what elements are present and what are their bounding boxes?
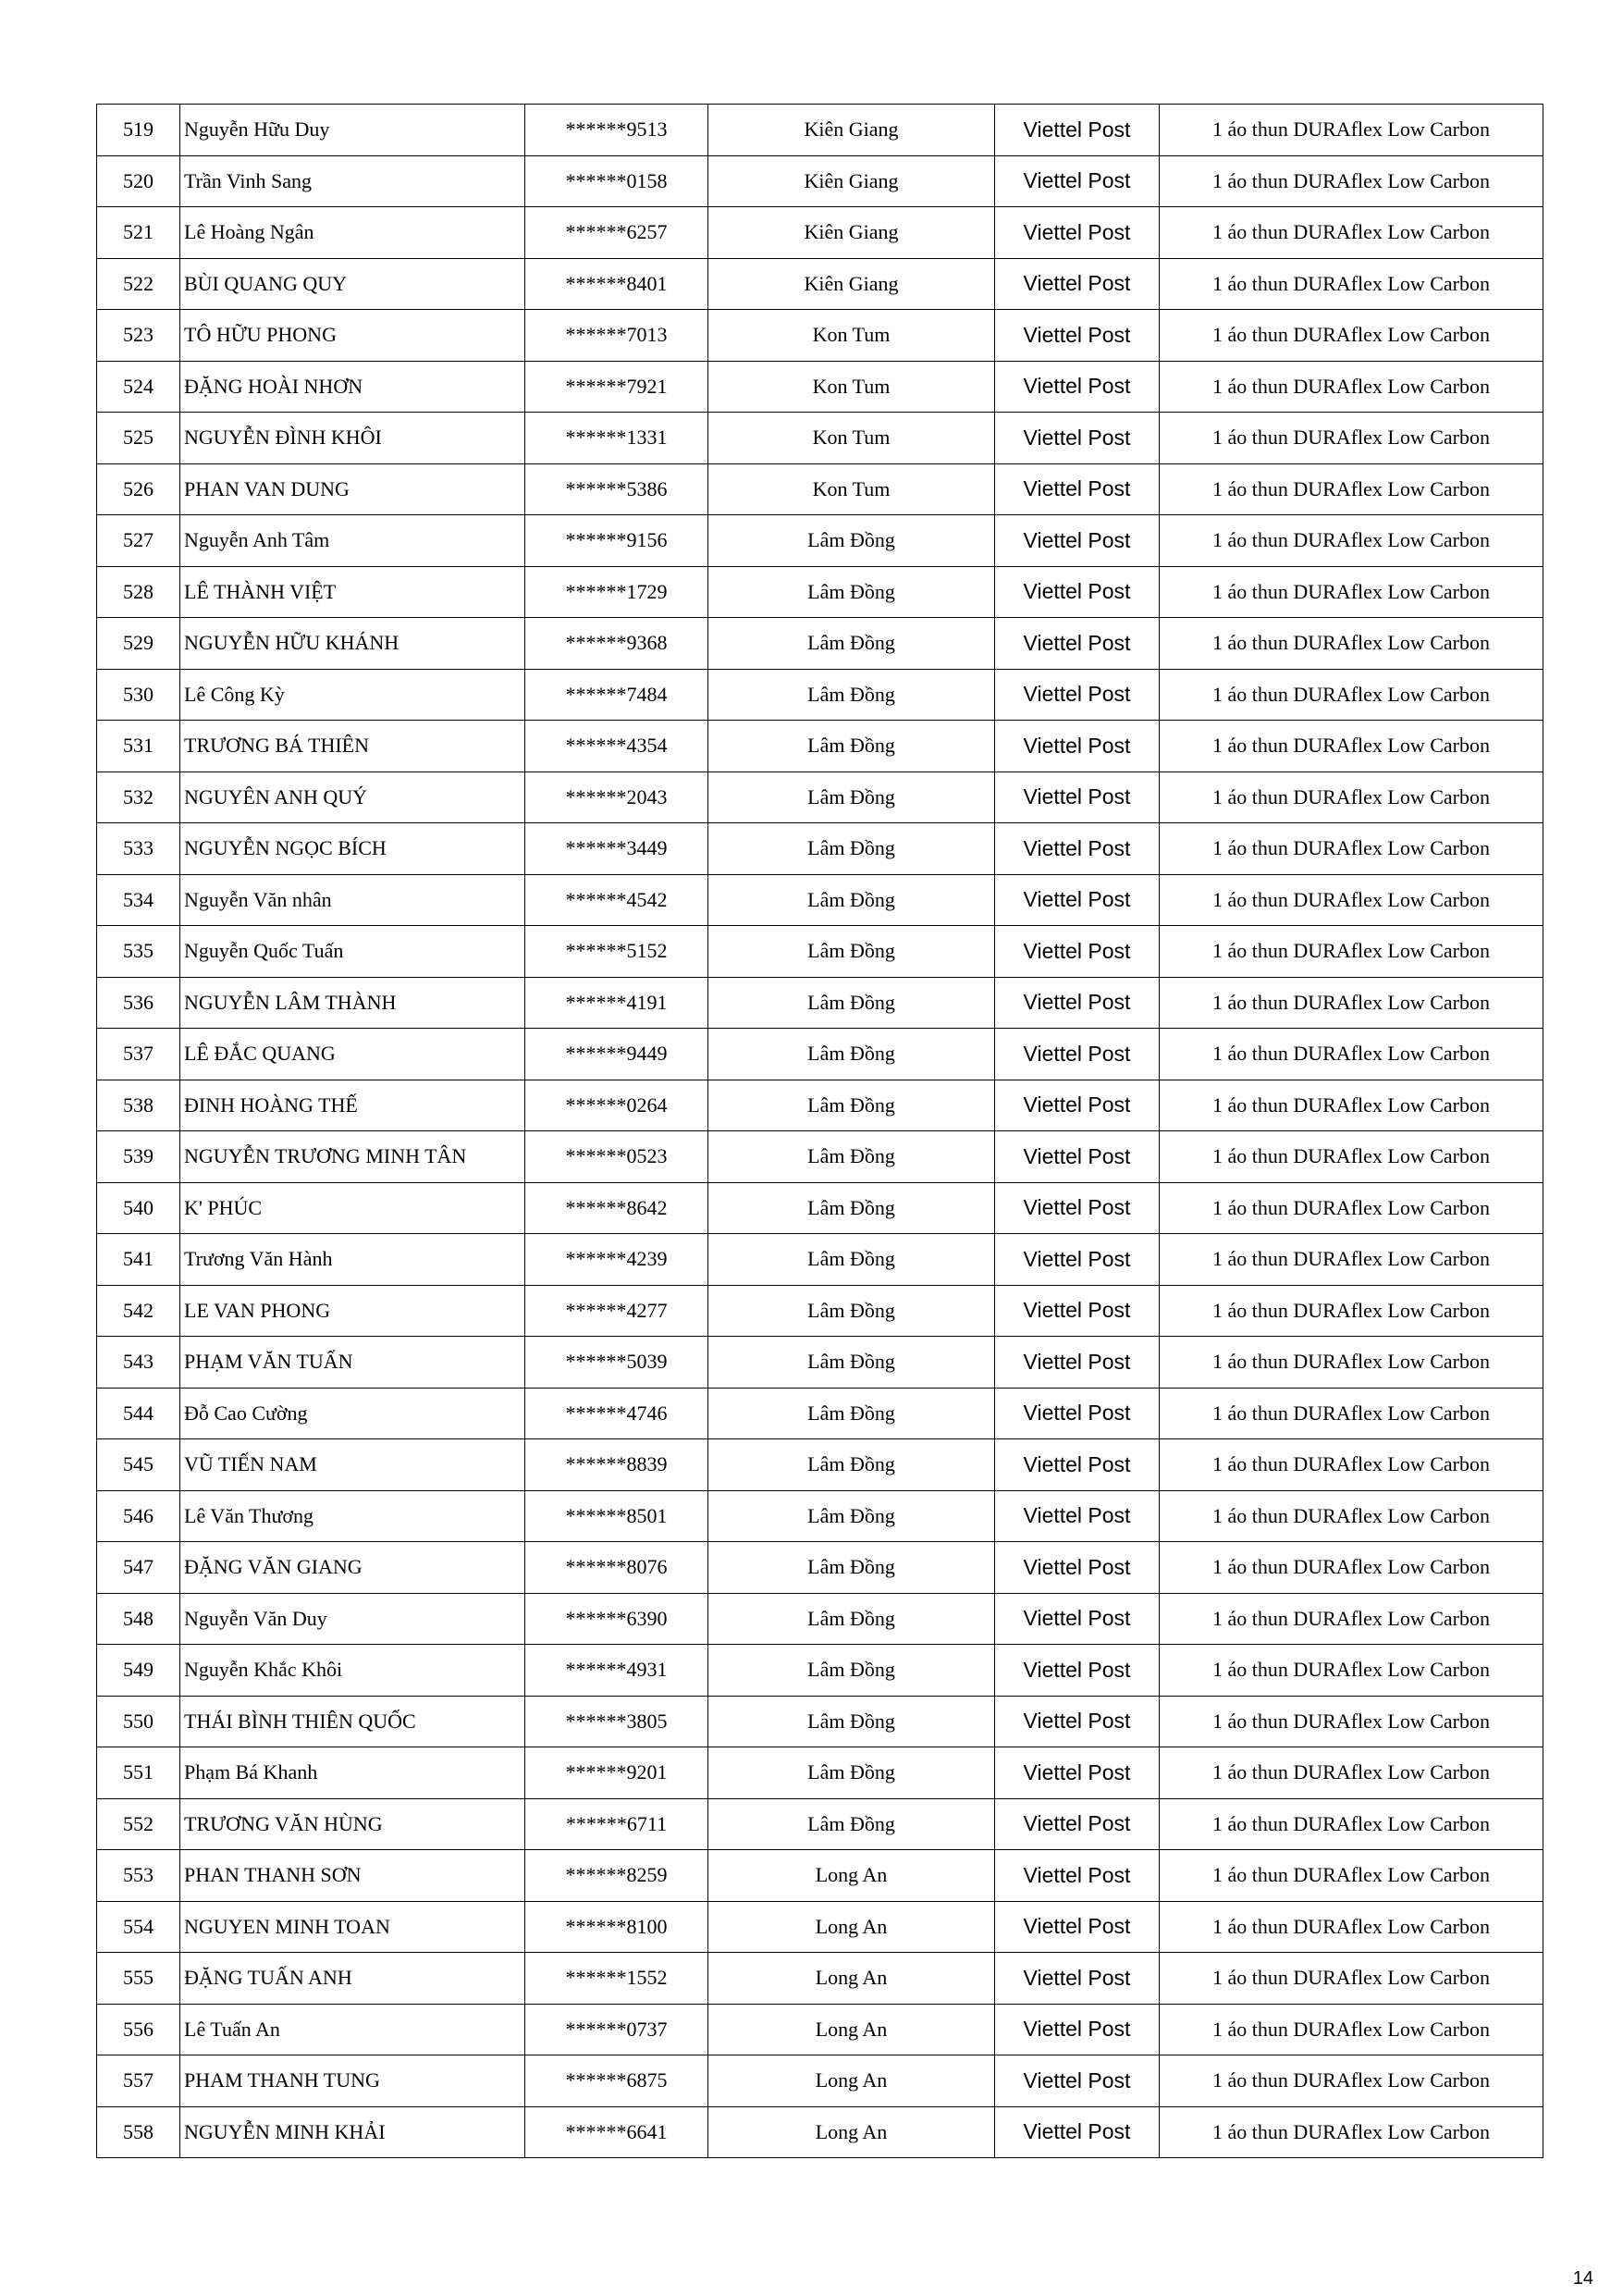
table-row xyxy=(97,258,1543,310)
row-number-cell: 529 xyxy=(97,618,180,670)
row-number-cell: 533 xyxy=(97,823,180,875)
table-row xyxy=(97,1645,1543,1697)
province-cell: Lâm Đồng xyxy=(708,1747,995,1799)
masked-phone-cell: ******6641 xyxy=(525,2106,708,2158)
masked-phone-cell: ******8259 xyxy=(525,1850,708,1902)
masked-phone-cell: ******8839 xyxy=(525,1439,708,1491)
customer-name-cell: Lê Hoàng Ngân xyxy=(180,207,525,259)
table-row xyxy=(97,1234,1543,1286)
province-cell: Long An xyxy=(708,1850,995,1902)
masked-phone-cell: ******4191 xyxy=(525,977,708,1029)
shipping-carrier-cell: Viettel Post xyxy=(995,105,1160,156)
province-cell: Lâm Đồng xyxy=(708,772,995,823)
row-number-cell: 548 xyxy=(97,1593,180,1645)
row-number-cell: 526 xyxy=(97,463,180,515)
shipping-carrier-cell: Viettel Post xyxy=(995,1901,1160,1953)
customer-name-cell: THÁI BÌNH THIÊN QUỐC xyxy=(180,1696,525,1747)
province-cell: Kiên Giang xyxy=(708,105,995,156)
shipping-carrier-cell: Viettel Post xyxy=(995,1080,1160,1131)
prize-cell: 1 áo thun DURAflex Low Carbon xyxy=(1160,977,1543,1029)
shipping-carrier-cell: Viettel Post xyxy=(995,1337,1160,1389)
province-cell: Lâm Đồng xyxy=(708,1645,995,1697)
prize-cell: 1 áo thun DURAflex Low Carbon xyxy=(1160,361,1543,413)
shipping-carrier-cell: Viettel Post xyxy=(995,1850,1160,1902)
masked-phone-cell: ******7921 xyxy=(525,361,708,413)
province-cell: Lâm Đồng xyxy=(708,721,995,772)
shipping-carrier-cell: Viettel Post xyxy=(995,618,1160,670)
shipping-carrier-cell: Viettel Post xyxy=(995,823,1160,875)
customer-name-cell: ĐẶNG VĂN GIANG xyxy=(180,1542,525,1594)
row-number-cell: 527 xyxy=(97,515,180,567)
province-cell: Lâm Đồng xyxy=(708,1439,995,1491)
masked-phone-cell: ******8642 xyxy=(525,1182,708,1234)
shipping-carrier-cell: Viettel Post xyxy=(995,721,1160,772)
table-row xyxy=(97,1747,1543,1799)
table-row xyxy=(97,566,1543,618)
prize-cell: 1 áo thun DURAflex Low Carbon xyxy=(1160,1029,1543,1080)
masked-phone-cell: ******9449 xyxy=(525,1029,708,1080)
customer-name-cell: ĐẶNG TUẤN ANH xyxy=(180,1953,525,2005)
customer-name-cell: PHẠM VĂN TUẤN xyxy=(180,1337,525,1389)
customer-name-cell: LE VAN PHONG xyxy=(180,1285,525,1337)
customer-name-cell: ĐINH HOÀNG THẾ xyxy=(180,1080,525,1131)
prize-cell: 1 áo thun DURAflex Low Carbon xyxy=(1160,926,1543,978)
prize-cell: 1 áo thun DURAflex Low Carbon xyxy=(1160,1234,1543,1286)
prize-cell: 1 áo thun DURAflex Low Carbon xyxy=(1160,618,1543,670)
prize-cell: 1 áo thun DURAflex Low Carbon xyxy=(1160,1901,1543,1953)
prize-cell: 1 áo thun DURAflex Low Carbon xyxy=(1160,515,1543,567)
shipping-carrier-cell: Viettel Post xyxy=(995,874,1160,926)
shipping-carrier-cell: Viettel Post xyxy=(995,1234,1160,1286)
masked-phone-cell: ******1331 xyxy=(525,413,708,464)
customer-name-cell: NGUYỄN ĐÌNH KHÔI xyxy=(180,413,525,464)
customer-name-cell: NGUYỄN NGỌC BÍCH xyxy=(180,823,525,875)
row-number-cell: 537 xyxy=(97,1029,180,1080)
prize-cell: 1 áo thun DURAflex Low Carbon xyxy=(1160,2004,1543,2055)
prize-cell: 1 áo thun DURAflex Low Carbon xyxy=(1160,1645,1543,1697)
row-number-cell: 549 xyxy=(97,1645,180,1697)
shipping-carrier-cell: Viettel Post xyxy=(995,258,1160,310)
table-row xyxy=(97,207,1543,259)
customer-name-cell: Nguyễn Khắc Khôi xyxy=(180,1645,525,1697)
masked-phone-cell: ******9513 xyxy=(525,105,708,156)
shipping-carrier-cell: Viettel Post xyxy=(995,772,1160,823)
prize-cell: 1 áo thun DURAflex Low Carbon xyxy=(1160,1337,1543,1389)
row-number-cell: 546 xyxy=(97,1490,180,1542)
prize-cell: 1 áo thun DURAflex Low Carbon xyxy=(1160,1850,1543,1902)
row-number-cell: 550 xyxy=(97,1696,180,1747)
masked-phone-cell: ******0264 xyxy=(525,1080,708,1131)
province-cell: Kon Tum xyxy=(708,413,995,464)
province-cell: Long An xyxy=(708,1953,995,2005)
table-row xyxy=(97,874,1543,926)
shipping-carrier-cell: Viettel Post xyxy=(995,1645,1160,1697)
table-row xyxy=(97,1388,1543,1439)
masked-phone-cell: ******8501 xyxy=(525,1490,708,1542)
province-cell: Lâm Đồng xyxy=(708,1798,995,1850)
row-number-cell: 525 xyxy=(97,413,180,464)
masked-phone-cell: ******9368 xyxy=(525,618,708,670)
masked-phone-cell: ******7013 xyxy=(525,310,708,362)
table-row xyxy=(97,1593,1543,1645)
province-cell: Lâm Đồng xyxy=(708,1696,995,1747)
page-number: 14 xyxy=(1572,2268,1593,2289)
province-cell: Lâm Đồng xyxy=(708,1542,995,1594)
row-number-cell: 540 xyxy=(97,1182,180,1234)
winners-table-body xyxy=(97,105,1543,2158)
customer-name-cell: K' PHÚC xyxy=(180,1182,525,1234)
masked-phone-cell: ******0158 xyxy=(525,155,708,207)
prize-cell: 1 áo thun DURAflex Low Carbon xyxy=(1160,772,1543,823)
table-row xyxy=(97,1542,1543,1594)
row-number-cell: 543 xyxy=(97,1337,180,1389)
shipping-carrier-cell: Viettel Post xyxy=(995,310,1160,362)
prize-cell: 1 áo thun DURAflex Low Carbon xyxy=(1160,1285,1543,1337)
shipping-carrier-cell: Viettel Post xyxy=(995,1798,1160,1850)
table-row xyxy=(97,105,1543,156)
table-row xyxy=(97,2004,1543,2055)
table-row xyxy=(97,1901,1543,1953)
prize-cell: 1 áo thun DURAflex Low Carbon xyxy=(1160,823,1543,875)
row-number-cell: 545 xyxy=(97,1439,180,1491)
customer-name-cell: PHAN VAN DUNG xyxy=(180,463,525,515)
row-number-cell: 538 xyxy=(97,1080,180,1131)
row-number-cell: 554 xyxy=(97,1901,180,1953)
province-cell: Lâm Đồng xyxy=(708,977,995,1029)
customer-name-cell: NGUYÊN ANH QUÝ xyxy=(180,772,525,823)
prize-cell: 1 áo thun DURAflex Low Carbon xyxy=(1160,1953,1543,2005)
masked-phone-cell: ******6711 xyxy=(525,1798,708,1850)
prize-cell: 1 áo thun DURAflex Low Carbon xyxy=(1160,1542,1543,1594)
prize-cell: 1 áo thun DURAflex Low Carbon xyxy=(1160,1388,1543,1439)
shipping-carrier-cell: Viettel Post xyxy=(995,926,1160,978)
province-cell: Kiên Giang xyxy=(708,258,995,310)
row-number-cell: 547 xyxy=(97,1542,180,1594)
masked-phone-cell: ******1729 xyxy=(525,566,708,618)
row-number-cell: 556 xyxy=(97,2004,180,2055)
customer-name-cell: LÊ ĐẮC QUANG xyxy=(180,1029,525,1080)
row-number-cell: 519 xyxy=(97,105,180,156)
customer-name-cell: TRƯƠNG VĂN HÙNG xyxy=(180,1798,525,1850)
customer-name-cell: BÙI QUANG QUY xyxy=(180,258,525,310)
row-number-cell: 539 xyxy=(97,1131,180,1183)
masked-phone-cell: ******4277 xyxy=(525,1285,708,1337)
province-cell: Lâm Đồng xyxy=(708,1490,995,1542)
shipping-carrier-cell: Viettel Post xyxy=(995,566,1160,618)
masked-phone-cell: ******4239 xyxy=(525,1234,708,1286)
shipping-carrier-cell: Viettel Post xyxy=(995,669,1160,721)
row-number-cell: 530 xyxy=(97,669,180,721)
customer-name-cell: Lê Văn Thương xyxy=(180,1490,525,1542)
prize-cell: 1 áo thun DURAflex Low Carbon xyxy=(1160,1182,1543,1234)
province-cell: Long An xyxy=(708,2106,995,2158)
table-row xyxy=(97,1080,1543,1131)
table-row xyxy=(97,2106,1543,2158)
prize-cell: 1 áo thun DURAflex Low Carbon xyxy=(1160,1131,1543,1183)
row-number-cell: 534 xyxy=(97,874,180,926)
prize-cell: 1 áo thun DURAflex Low Carbon xyxy=(1160,1439,1543,1491)
table-row xyxy=(97,823,1543,875)
table-row xyxy=(97,1029,1543,1080)
customer-name-cell: Trần Vinh Sang xyxy=(180,155,525,207)
province-cell: Lâm Đồng xyxy=(708,1234,995,1286)
province-cell: Kiên Giang xyxy=(708,207,995,259)
province-cell: Kon Tum xyxy=(708,463,995,515)
province-cell: Long An xyxy=(708,2055,995,2107)
shipping-carrier-cell: Viettel Post xyxy=(995,1182,1160,1234)
table-row xyxy=(97,926,1543,978)
prize-cell: 1 áo thun DURAflex Low Carbon xyxy=(1160,1798,1543,1850)
customer-name-cell: Đỗ Cao Cường xyxy=(180,1388,525,1439)
province-cell: Lâm Đồng xyxy=(708,515,995,567)
province-cell: Lâm Đồng xyxy=(708,1388,995,1439)
shipping-carrier-cell: Viettel Post xyxy=(995,155,1160,207)
prize-cell: 1 áo thun DURAflex Low Carbon xyxy=(1160,413,1543,464)
prize-cell: 1 áo thun DURAflex Low Carbon xyxy=(1160,1080,1543,1131)
masked-phone-cell: ******4746 xyxy=(525,1388,708,1439)
masked-phone-cell: ******4354 xyxy=(525,721,708,772)
customer-name-cell: Nguyễn Văn Duy xyxy=(180,1593,525,1645)
masked-phone-cell: ******8401 xyxy=(525,258,708,310)
masked-phone-cell: ******5386 xyxy=(525,463,708,515)
customer-name-cell: NGUYỄN MINH KHẢI xyxy=(180,2106,525,2158)
winners-table xyxy=(96,104,1543,2158)
province-cell: Kon Tum xyxy=(708,361,995,413)
table-row xyxy=(97,361,1543,413)
shipping-carrier-cell: Viettel Post xyxy=(995,1593,1160,1645)
masked-phone-cell: ******6390 xyxy=(525,1593,708,1645)
table-row xyxy=(97,515,1543,567)
masked-phone-cell: ******3449 xyxy=(525,823,708,875)
table-row xyxy=(97,977,1543,1029)
table-row xyxy=(97,413,1543,464)
shipping-carrier-cell: Viettel Post xyxy=(995,515,1160,567)
row-number-cell: 544 xyxy=(97,1388,180,1439)
province-cell: Lâm Đồng xyxy=(708,669,995,721)
province-cell: Long An xyxy=(708,2004,995,2055)
table-row xyxy=(97,1285,1543,1337)
shipping-carrier-cell: Viettel Post xyxy=(995,1131,1160,1183)
row-number-cell: 520 xyxy=(97,155,180,207)
masked-phone-cell: ******4542 xyxy=(525,874,708,926)
customer-name-cell: PHAM THANH TUNG xyxy=(180,2055,525,2107)
row-number-cell: 536 xyxy=(97,977,180,1029)
masked-phone-cell: ******6875 xyxy=(525,2055,708,2107)
masked-phone-cell: ******7484 xyxy=(525,669,708,721)
customer-name-cell: Nguyễn Văn nhân xyxy=(180,874,525,926)
customer-name-cell: Phạm Bá Khanh xyxy=(180,1747,525,1799)
row-number-cell: 542 xyxy=(97,1285,180,1337)
shipping-carrier-cell: Viettel Post xyxy=(995,207,1160,259)
prize-cell: 1 áo thun DURAflex Low Carbon xyxy=(1160,207,1543,259)
prize-cell: 1 áo thun DURAflex Low Carbon xyxy=(1160,1747,1543,1799)
prize-cell: 1 áo thun DURAflex Low Carbon xyxy=(1160,874,1543,926)
prize-cell: 1 áo thun DURAflex Low Carbon xyxy=(1160,721,1543,772)
row-number-cell: 528 xyxy=(97,566,180,618)
prize-cell: 1 áo thun DURAflex Low Carbon xyxy=(1160,258,1543,310)
row-number-cell: 535 xyxy=(97,926,180,978)
row-number-cell: 524 xyxy=(97,361,180,413)
table-row xyxy=(97,669,1543,721)
province-cell: Lâm Đồng xyxy=(708,566,995,618)
table-row xyxy=(97,618,1543,670)
customer-name-cell: NGUYEN MINH TOAN xyxy=(180,1901,525,1953)
province-cell: Lâm Đồng xyxy=(708,618,995,670)
masked-phone-cell: ******1552 xyxy=(525,1953,708,2005)
table-row xyxy=(97,2055,1543,2107)
prize-cell: 1 áo thun DURAflex Low Carbon xyxy=(1160,1696,1543,1747)
row-number-cell: 555 xyxy=(97,1953,180,2005)
table-row xyxy=(97,310,1543,362)
masked-phone-cell: ******5039 xyxy=(525,1337,708,1389)
prize-cell: 1 áo thun DURAflex Low Carbon xyxy=(1160,669,1543,721)
table-row xyxy=(97,1439,1543,1491)
table-row xyxy=(97,1337,1543,1389)
masked-phone-cell: ******2043 xyxy=(525,772,708,823)
shipping-carrier-cell: Viettel Post xyxy=(995,463,1160,515)
masked-phone-cell: ******3805 xyxy=(525,1696,708,1747)
table-row xyxy=(97,1182,1543,1234)
masked-phone-cell: ******5152 xyxy=(525,926,708,978)
shipping-carrier-cell: Viettel Post xyxy=(995,413,1160,464)
shipping-carrier-cell: Viettel Post xyxy=(995,1696,1160,1747)
province-cell: Lâm Đồng xyxy=(708,1182,995,1234)
customer-name-cell: TÔ HỮU PHONG xyxy=(180,310,525,362)
row-number-cell: 541 xyxy=(97,1234,180,1286)
province-cell: Kon Tum xyxy=(708,310,995,362)
customer-name-cell: Nguyễn Anh Tâm xyxy=(180,515,525,567)
customer-name-cell: PHAN THANH SƠN xyxy=(180,1850,525,1902)
customer-name-cell: TRƯƠNG BÁ THIÊN xyxy=(180,721,525,772)
row-number-cell: 552 xyxy=(97,1798,180,1850)
prize-cell: 1 áo thun DURAflex Low Carbon xyxy=(1160,2055,1543,2107)
province-cell: Lâm Đồng xyxy=(708,1285,995,1337)
masked-phone-cell: ******9156 xyxy=(525,515,708,567)
customer-name-cell: NGUYỄN HỮU KHÁNH xyxy=(180,618,525,670)
province-cell: Kiên Giang xyxy=(708,155,995,207)
masked-phone-cell: ******8076 xyxy=(525,1542,708,1594)
customer-name-cell: LÊ THÀNH VIỆT xyxy=(180,566,525,618)
shipping-carrier-cell: Viettel Post xyxy=(995,2106,1160,2158)
prize-cell: 1 áo thun DURAflex Low Carbon xyxy=(1160,310,1543,362)
table-row xyxy=(97,1953,1543,2005)
shipping-carrier-cell: Viettel Post xyxy=(995,361,1160,413)
row-number-cell: 523 xyxy=(97,310,180,362)
shipping-carrier-cell: Viettel Post xyxy=(995,1747,1160,1799)
row-number-cell: 551 xyxy=(97,1747,180,1799)
table-row xyxy=(97,463,1543,515)
customer-name-cell: Lê Công Kỳ xyxy=(180,669,525,721)
prize-cell: 1 áo thun DURAflex Low Carbon xyxy=(1160,463,1543,515)
shipping-carrier-cell: Viettel Post xyxy=(995,1490,1160,1542)
table-row xyxy=(97,1850,1543,1902)
row-number-cell: 557 xyxy=(97,2055,180,2107)
customer-name-cell: Nguyễn Quốc Tuấn xyxy=(180,926,525,978)
province-cell: Lâm Đồng xyxy=(708,1593,995,1645)
table-row xyxy=(97,721,1543,772)
shipping-carrier-cell: Viettel Post xyxy=(995,2055,1160,2107)
table-row xyxy=(97,1131,1543,1183)
row-number-cell: 531 xyxy=(97,721,180,772)
row-number-cell: 532 xyxy=(97,772,180,823)
province-cell: Lâm Đồng xyxy=(708,926,995,978)
prize-cell: 1 áo thun DURAflex Low Carbon xyxy=(1160,566,1543,618)
table-row xyxy=(97,155,1543,207)
customer-name-cell: Trương Văn Hành xyxy=(180,1234,525,1286)
table-row xyxy=(97,1798,1543,1850)
masked-phone-cell: ******4931 xyxy=(525,1645,708,1697)
prize-cell: 1 áo thun DURAflex Low Carbon xyxy=(1160,1490,1543,1542)
province-cell: Lâm Đồng xyxy=(708,1029,995,1080)
masked-phone-cell: ******8100 xyxy=(525,1901,708,1953)
province-cell: Long An xyxy=(708,1901,995,1953)
prize-cell: 1 áo thun DURAflex Low Carbon xyxy=(1160,2106,1543,2158)
customer-name-cell: VŨ TIẾN NAM xyxy=(180,1439,525,1491)
row-number-cell: 521 xyxy=(97,207,180,259)
province-cell: Lâm Đồng xyxy=(708,823,995,875)
shipping-carrier-cell: Viettel Post xyxy=(995,1029,1160,1080)
row-number-cell: 522 xyxy=(97,258,180,310)
shipping-carrier-cell: Viettel Post xyxy=(995,1439,1160,1491)
prize-cell: 1 áo thun DURAflex Low Carbon xyxy=(1160,1593,1543,1645)
table-row xyxy=(97,1490,1543,1542)
table-row xyxy=(97,772,1543,823)
prize-cell: 1 áo thun DURAflex Low Carbon xyxy=(1160,105,1543,156)
customer-name-cell: NGUYỄN LÂM THÀNH xyxy=(180,977,525,1029)
customer-name-cell: Lê Tuấn An xyxy=(180,2004,525,2055)
shipping-carrier-cell: Viettel Post xyxy=(995,1285,1160,1337)
customer-name-cell: Nguyễn Hữu Duy xyxy=(180,105,525,156)
prize-cell: 1 áo thun DURAflex Low Carbon xyxy=(1160,155,1543,207)
shipping-carrier-cell: Viettel Post xyxy=(995,2004,1160,2055)
table-row xyxy=(97,1696,1543,1747)
shipping-carrier-cell: Viettel Post xyxy=(995,1542,1160,1594)
province-cell: Lâm Đồng xyxy=(708,1131,995,1183)
province-cell: Lâm Đồng xyxy=(708,1080,995,1131)
row-number-cell: 553 xyxy=(97,1850,180,1902)
masked-phone-cell: ******9201 xyxy=(525,1747,708,1799)
masked-phone-cell: ******0737 xyxy=(525,2004,708,2055)
customer-name-cell: ĐẶNG HOÀI NHƠN xyxy=(180,361,525,413)
row-number-cell: 558 xyxy=(97,2106,180,2158)
customer-name-cell: NGUYỄN TRƯƠNG MINH TÂN xyxy=(180,1131,525,1183)
shipping-carrier-cell: Viettel Post xyxy=(995,977,1160,1029)
shipping-carrier-cell: Viettel Post xyxy=(995,1953,1160,2005)
province-cell: Lâm Đồng xyxy=(708,874,995,926)
shipping-carrier-cell: Viettel Post xyxy=(995,1388,1160,1439)
masked-phone-cell: ******0523 xyxy=(525,1131,708,1183)
province-cell: Lâm Đồng xyxy=(708,1337,995,1389)
masked-phone-cell: ******6257 xyxy=(525,207,708,259)
